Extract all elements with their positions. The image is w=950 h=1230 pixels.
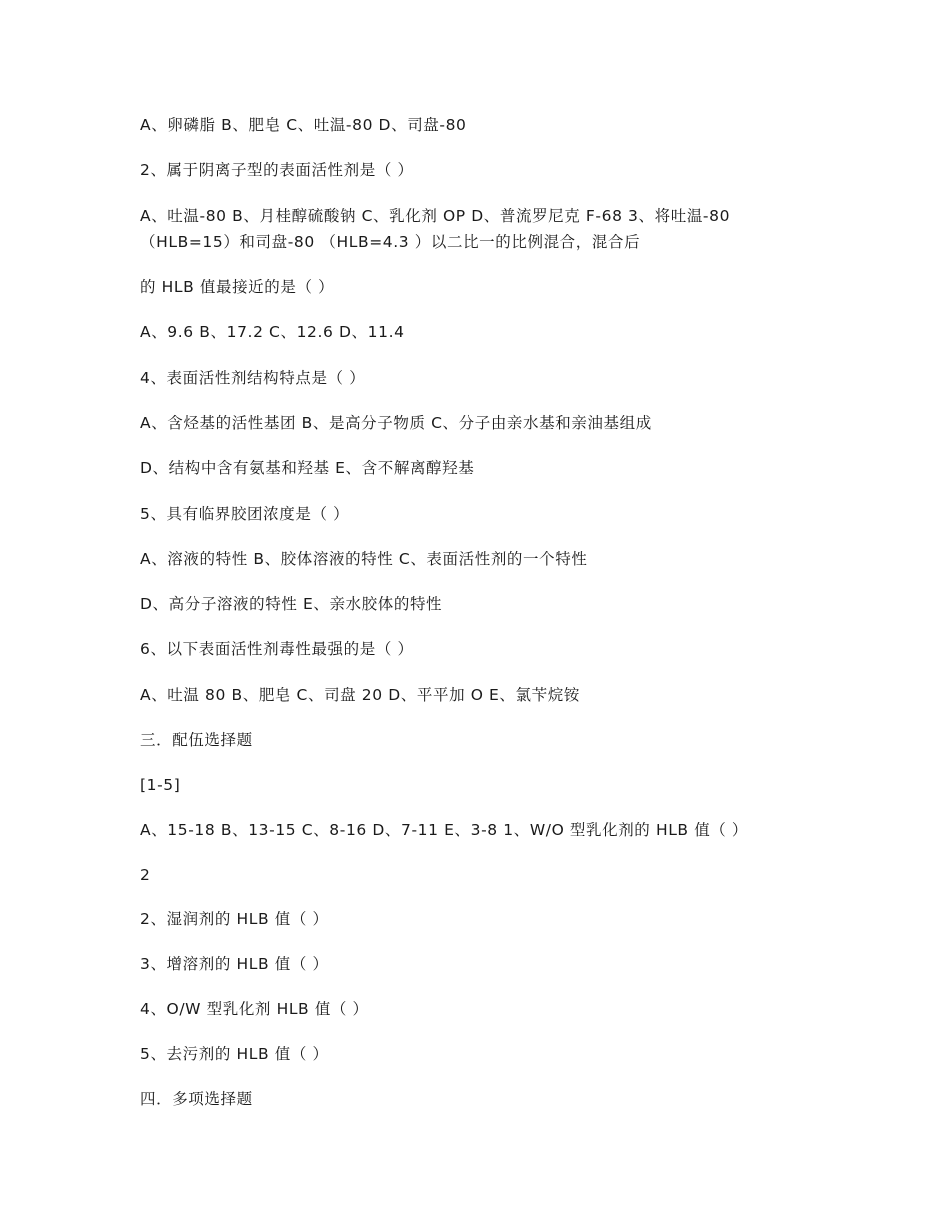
section-4-heading: 四．多项选择题 [140,1090,253,1108]
question-3-stem-continued: 的 HLB 值最接近的是（ ） [140,278,335,296]
question-6-stem: 6、以下表面活性剂毒性最强的是（ ） [140,640,414,658]
question-5-stem: 5、具有临界胶团浓度是（ ） [140,505,350,523]
question-3-options: A、9.6 B、17.2 C、12.6 D、11.4 [140,323,405,341]
matching-item-5: 5、去污剂的 HLB 值（ ） [140,1045,329,1063]
question-2-options-question-3-stem: A、吐温-80 B、月桂醇硫酸钠 C、乳化剂 OP D、普流罗尼克 F-68 3、将吐温-80 （HLB=15）和司盘-80 （HLB=4.3 ）以二比一的比例混合，混合后 [140,207,731,251]
question-2-stem: 2、属于阴离子型的表面活性剂是（ ） [140,161,414,179]
question-6-options: A、吐温 80 B、肥皂 C、司盘 20 D、平平加 O E、氯苄烷铵 [140,686,580,704]
section-3-heading: 三．配伍选择题 [140,731,253,749]
question-group-range: [1-5] [140,776,181,794]
stray-number: 2 [140,866,151,884]
question-1-options: A、卵磷脂 B、肥皂 C、吐温-80 D、司盘-80 [140,116,467,134]
question-4-stem: 4、表面活性剂结构特点是（ ） [140,369,366,387]
question-5-options-a-c: A、溶液的特性 B、胶体溶液的特性 C、表面活性剂的一个特性 [140,550,588,568]
question-4-options-a-c: A、含烃基的活性基团 B、是高分子物质 C、分子由亲水基和亲油基组成 [140,414,652,432]
question-5-options-d-e: D、高分子溶液的特性 E、亲水胶体的特性 [140,595,443,613]
question-4-options-d-e: D、结构中含有氨基和羟基 E、含不解离醇羟基 [140,459,475,477]
matching-item-4: 4、O/W 型乳化剂 HLB 值（ ） [140,1000,369,1018]
matching-item-2: 2、湿润剂的 HLB 值（ ） [140,910,329,928]
matching-item-3: 3、增溶剂的 HLB 值（ ） [140,955,329,973]
matching-options-and-item-1: A、15-18 B、13-15 C、8-16 D、7-11 E、3-8 1、W/O 型乳化剂的 HLB 值（ ） [140,821,749,839]
